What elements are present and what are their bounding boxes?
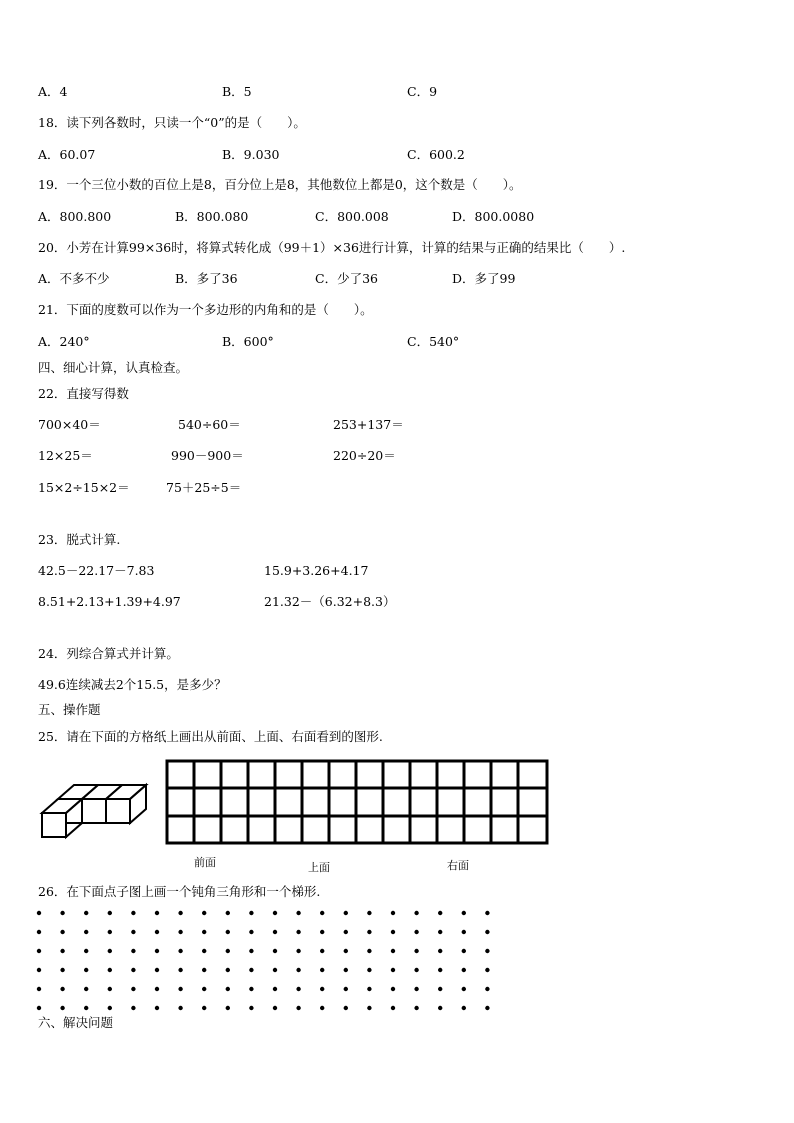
grid-dot xyxy=(462,930,466,934)
grid-dot xyxy=(391,930,395,934)
grid-dot xyxy=(344,968,348,972)
q23-item: 15.9+3.26+4.17 xyxy=(264,563,369,578)
q23-stem: 23．脱式计算. xyxy=(38,532,121,547)
q22-stem: 22．直接写得数 xyxy=(38,386,129,401)
q19-option-a: A．800.800 xyxy=(38,209,112,224)
grid-dot xyxy=(438,949,442,953)
grid-dot xyxy=(367,930,371,934)
grid-dot xyxy=(296,949,300,953)
grid-dot xyxy=(296,968,300,972)
grid-dot xyxy=(367,949,371,953)
grid-dot xyxy=(438,987,442,991)
grid-dot xyxy=(131,930,135,934)
grid-dot xyxy=(226,968,230,972)
grid-dot xyxy=(155,968,159,972)
grid-dot xyxy=(462,987,466,991)
grid-dot xyxy=(226,911,230,915)
grid-dot xyxy=(226,930,230,934)
grid-dot xyxy=(367,968,371,972)
q22-item: 540÷60＝ xyxy=(178,417,241,432)
grid-dot xyxy=(344,987,348,991)
grid-dot xyxy=(155,949,159,953)
grid-dot xyxy=(485,1006,489,1010)
grid-dot xyxy=(60,987,64,991)
q23-item: 42.5－22.17－7.83 xyxy=(38,563,155,578)
grid-dot xyxy=(37,968,41,972)
grid-dot xyxy=(344,1006,348,1010)
grid-dot xyxy=(249,1006,253,1010)
grid-dot xyxy=(84,949,88,953)
q22-item: 220÷20＝ xyxy=(333,448,396,463)
grid-dot xyxy=(462,911,466,915)
grid-dot xyxy=(60,911,64,915)
grid-dot xyxy=(202,911,206,915)
grid-dot xyxy=(391,1006,395,1010)
q19-option-d: D．800.0080 xyxy=(452,209,535,224)
q21-option-c: C．540° xyxy=(407,334,460,349)
grid-dot xyxy=(108,968,112,972)
grid-dot xyxy=(485,949,489,953)
grid-dot xyxy=(296,987,300,991)
q19-option-b: B．800.080 xyxy=(175,209,249,224)
q22-item: 12×25＝ xyxy=(38,448,93,463)
grid-dot xyxy=(108,949,112,953)
grid-dot xyxy=(178,911,182,915)
q22-item: 253+137＝ xyxy=(333,417,404,432)
grid-dot xyxy=(37,911,41,915)
q26-stem: 26．在下面点子图上画一个钝角三角形和一个梯形. xyxy=(38,884,321,899)
label-front: 前面 xyxy=(194,856,216,869)
grid-dot xyxy=(108,930,112,934)
q19-option-c: C．800.008 xyxy=(315,209,389,224)
grid-dot xyxy=(485,930,489,934)
grid-dot xyxy=(414,968,418,972)
grid-dot xyxy=(131,911,135,915)
dot-grid[interactable] xyxy=(30,905,495,1013)
q17-option-b: B．5 xyxy=(222,84,252,99)
grid-dot xyxy=(320,949,324,953)
grid-dot xyxy=(37,930,41,934)
q21-option-b: B．600° xyxy=(222,334,274,349)
grid-dot xyxy=(273,930,277,934)
grid-dot xyxy=(273,1006,277,1010)
q19-stem: 19．一个三位小数的百位上是8，百分位上是8，其他数位上都是0，这个数是（ ）。 xyxy=(38,177,522,192)
q18-stem: 18．读下列各数时，只读一个“0”的是（ ）。 xyxy=(38,115,306,130)
q18-option-c: C．600.2 xyxy=(407,147,465,162)
grid-dot xyxy=(462,968,466,972)
q24-text: 49.6连续减去2个15.5，是多少？ xyxy=(38,677,227,692)
grid-dot xyxy=(273,968,277,972)
grid-dot xyxy=(84,1006,88,1010)
grid-dot xyxy=(414,930,418,934)
grid-dot xyxy=(414,949,418,953)
grid-dot xyxy=(485,987,489,991)
grid-dot xyxy=(462,1006,466,1010)
grid-dot xyxy=(178,968,182,972)
grid-dot xyxy=(296,930,300,934)
grid-dot xyxy=(155,1006,159,1010)
grid-dot xyxy=(202,930,206,934)
q18-option-b: B．9.030 xyxy=(222,147,280,162)
grid-dot xyxy=(155,930,159,934)
q21-option-a: A．240° xyxy=(38,334,90,349)
q17-option-a: A．4 xyxy=(38,84,68,99)
grid-dot xyxy=(462,949,466,953)
q25-stem: 25．请在下面的方格纸上画出从前面、上面、右面看到的图形. xyxy=(38,729,383,744)
grid-dot xyxy=(226,1006,230,1010)
grid-dot xyxy=(226,949,230,953)
grid-dot xyxy=(202,949,206,953)
grid-dot xyxy=(37,949,41,953)
grid-dot xyxy=(60,968,64,972)
grid-dot xyxy=(84,968,88,972)
q24-stem: 24．列综合算式并计算。 xyxy=(38,646,179,661)
section-6-heading: 六、解决问题 xyxy=(38,1015,114,1030)
grid-dot xyxy=(155,911,159,915)
q20-option-d: D．多了99 xyxy=(452,271,516,286)
grid-dot xyxy=(296,911,300,915)
grid-dot xyxy=(131,968,135,972)
grid-dot xyxy=(296,1006,300,1010)
grid-dot xyxy=(249,930,253,934)
grid-dot xyxy=(60,930,64,934)
grid-dot xyxy=(202,987,206,991)
q18-option-a: A．60.07 xyxy=(38,147,96,162)
grid-dot xyxy=(320,987,324,991)
grid-dot xyxy=(414,987,418,991)
grid-dot xyxy=(344,930,348,934)
grid-dot xyxy=(178,930,182,934)
label-right: 右面 xyxy=(447,859,469,872)
grid-dot xyxy=(178,987,182,991)
grid-dot xyxy=(249,911,253,915)
grid-dot xyxy=(108,987,112,991)
grid-dot xyxy=(367,911,371,915)
grid-dot xyxy=(438,911,442,915)
grid-dot xyxy=(84,911,88,915)
grid-dot xyxy=(202,1006,206,1010)
grid-dot xyxy=(273,911,277,915)
grid-dot xyxy=(438,968,442,972)
grid-dot xyxy=(391,949,395,953)
grid-dot xyxy=(202,968,206,972)
grid-dot xyxy=(84,930,88,934)
grid-dot xyxy=(320,968,324,972)
q22-item: 15×2÷15×2＝ xyxy=(38,480,130,495)
q20-option-a: A．不多不少 xyxy=(38,271,110,286)
grid-dot xyxy=(84,987,88,991)
q17-option-c: C．9 xyxy=(407,84,438,99)
section-5-heading: 五、操作题 xyxy=(38,702,101,717)
grid-dot xyxy=(320,1006,324,1010)
grid-dot xyxy=(414,1006,418,1010)
q22-item: 75＋25÷5＝ xyxy=(166,480,242,495)
grid-dot xyxy=(60,949,64,953)
grid-dot xyxy=(391,968,395,972)
grid-dot xyxy=(131,949,135,953)
grid-dot xyxy=(249,949,253,953)
grid-dot xyxy=(485,911,489,915)
grid-dot xyxy=(108,1006,112,1010)
grid-dot xyxy=(178,949,182,953)
grid-dot xyxy=(391,911,395,915)
q22-item: 990－900＝ xyxy=(171,448,244,463)
grid-dot xyxy=(367,1006,371,1010)
grid-dot xyxy=(60,1006,64,1010)
q20-option-b: B．多了36 xyxy=(175,271,238,286)
grid-dot xyxy=(414,911,418,915)
q20-stem: 20．小芳在计算99×36时，将算式转化成（99＋1）×36进行计算，计算的结果与正确的结果比（ ）. xyxy=(38,240,626,255)
q23-item: 8.51+2.13+1.39+4.97 xyxy=(38,594,181,609)
grid-dot xyxy=(344,911,348,915)
grid-dot xyxy=(391,987,395,991)
grid-dot xyxy=(320,911,324,915)
grid-dot xyxy=(131,1006,135,1010)
grid-dot xyxy=(438,930,442,934)
grid-dot xyxy=(37,1006,41,1010)
grid-dot xyxy=(320,930,324,934)
grid-dot xyxy=(249,968,253,972)
q21-stem: 21．下面的度数可以作为一个多边形的内角和的是（ ）。 xyxy=(38,302,373,317)
label-top: 上面 xyxy=(308,861,330,874)
grid-dot xyxy=(273,987,277,991)
grid-dot xyxy=(155,987,159,991)
grid-dot xyxy=(131,987,135,991)
q20-option-c: C．少了36 xyxy=(315,271,378,286)
grid-paper[interactable] xyxy=(164,758,552,846)
q23-item: 21.32－（6.32+8.3） xyxy=(264,594,396,609)
grid-dot xyxy=(485,968,489,972)
grid-dot xyxy=(344,949,348,953)
grid-dot xyxy=(37,987,41,991)
grid-dot xyxy=(178,1006,182,1010)
grid-dot xyxy=(273,949,277,953)
grid-dot xyxy=(108,911,112,915)
cube-figure xyxy=(38,775,150,841)
grid-dot xyxy=(367,987,371,991)
grid-dot xyxy=(438,1006,442,1010)
section-4-heading: 四、细心计算，认真检查。 xyxy=(38,360,189,375)
grid-dot xyxy=(249,987,253,991)
q22-item: 700×40＝ xyxy=(38,417,101,432)
grid-dot xyxy=(226,987,230,991)
